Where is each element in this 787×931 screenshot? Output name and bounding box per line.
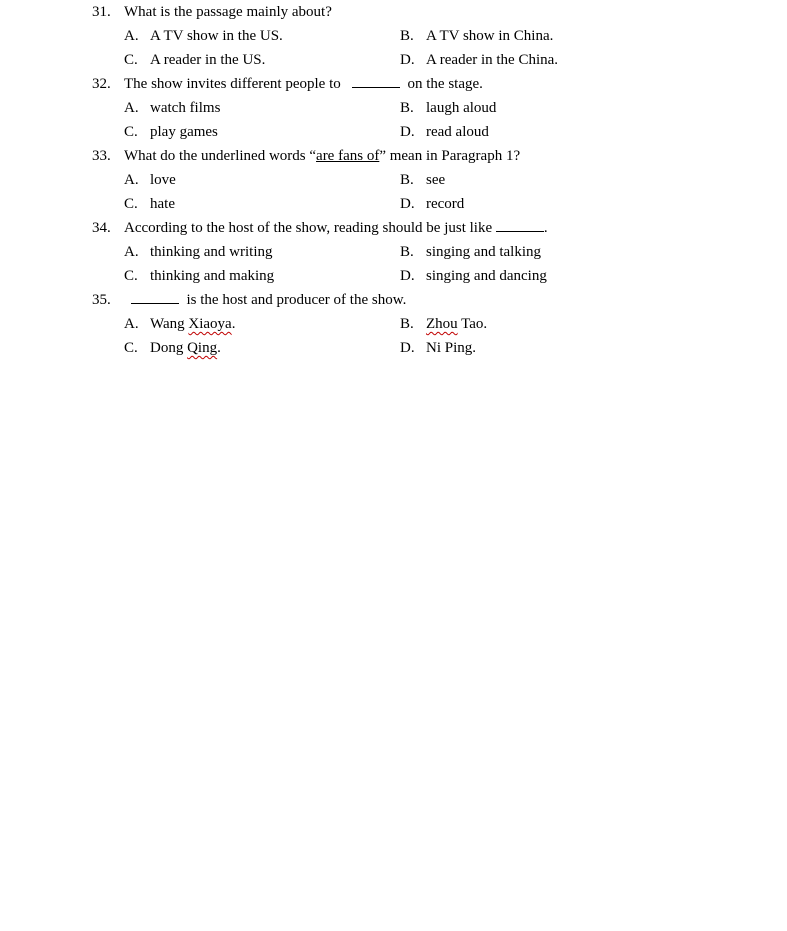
- option-text-before: Wang: [150, 316, 189, 332]
- option-letter: C.: [124, 52, 138, 68]
- option-a: [124, 240, 273, 264]
- option-d: [400, 120, 489, 144]
- spelling-flagged-word: Xiaoya: [188, 316, 232, 332]
- option-letter: D.: [400, 340, 415, 356]
- option-letter: D.: [400, 52, 415, 68]
- option-d: [400, 336, 476, 360]
- underlined-phrase: are fans of: [316, 148, 380, 164]
- option-letter: B.: [400, 316, 414, 332]
- option-a: [124, 168, 176, 192]
- stem-text-before: The show invites different people to: [124, 76, 341, 92]
- question-number: 33.: [92, 148, 111, 164]
- stem-text-after: on the stage.: [407, 76, 483, 92]
- option-a: [124, 96, 220, 120]
- option-text: love: [150, 172, 176, 188]
- option-text-after: .: [217, 340, 221, 356]
- option-letter: B.: [400, 28, 414, 44]
- option-text: A TV show in the US.: [150, 28, 283, 44]
- question-stem: [124, 72, 483, 96]
- option-c: [124, 264, 274, 288]
- option-text-before: Dong: [150, 340, 188, 356]
- option-text: A reader in the US.: [150, 52, 266, 68]
- question-number: 34.: [92, 220, 111, 236]
- option-letter: B.: [400, 172, 414, 188]
- option-letter: C.: [124, 268, 138, 284]
- option-text: record: [426, 196, 465, 212]
- option-text: play games: [150, 124, 218, 140]
- stem-text-after: is the host and producer of the show.: [186, 292, 407, 308]
- stem-text-before: What do the underlined words “: [124, 148, 317, 164]
- option-b: [400, 168, 445, 192]
- answer-blank: [496, 217, 544, 232]
- option-text: laugh aloud: [426, 100, 497, 116]
- question-number: 31.: [92, 4, 111, 20]
- option-text: singing and dancing: [426, 268, 547, 284]
- answer-blank: [352, 73, 400, 88]
- option-a: [124, 312, 235, 336]
- option-d: [400, 48, 558, 72]
- option-b: [400, 240, 541, 264]
- question-number: 32.: [92, 76, 111, 92]
- option-b: [400, 24, 553, 48]
- option-letter: D.: [400, 124, 415, 140]
- option-text: read aloud: [426, 124, 489, 140]
- question-stem: [124, 216, 548, 240]
- option-letter: A.: [124, 244, 139, 260]
- question-stem: [124, 144, 520, 168]
- option-letter: D.: [400, 196, 415, 212]
- question-stem: [131, 288, 406, 312]
- option-text-after: .: [231, 316, 236, 332]
- question-stem: What is the passage mainly about?: [124, 4, 332, 20]
- question-number: 35.: [92, 292, 111, 308]
- option-c: [124, 120, 218, 144]
- option-text-after: Tao.: [457, 316, 488, 332]
- spelling-flagged-word: Qing: [187, 340, 218, 356]
- option-text: singing and talking: [426, 244, 541, 260]
- option-text: hate: [150, 196, 175, 212]
- stem-text-before: According to the host of the show, reading should be just like: [124, 220, 493, 236]
- answer-blank: [131, 289, 179, 304]
- stem-text-after: .: [543, 220, 548, 236]
- option-b: [400, 96, 496, 120]
- option-d: [400, 264, 547, 288]
- option-b: [400, 312, 487, 336]
- option-letter: C.: [124, 196, 138, 212]
- option-c: [124, 336, 221, 360]
- option-letter: A.: [124, 28, 139, 44]
- option-text: A reader in the China.: [426, 52, 559, 68]
- option-a: [124, 24, 283, 48]
- option-c: [124, 192, 175, 216]
- option-text: A TV show in China.: [426, 28, 554, 44]
- option-letter: C.: [124, 124, 138, 140]
- spelling-flagged-word: Zhou: [426, 316, 458, 332]
- option-text-before: Ni Ping.: [426, 340, 477, 356]
- option-text: see: [426, 172, 446, 188]
- option-text: thinking and writing: [150, 244, 273, 260]
- option-d: [400, 192, 464, 216]
- option-text: thinking and making: [150, 268, 275, 284]
- option-letter: D.: [400, 268, 415, 284]
- option-letter: A.: [124, 100, 139, 116]
- option-c: [124, 48, 265, 72]
- option-text: watch films: [150, 100, 221, 116]
- option-letter: B.: [400, 244, 414, 260]
- option-letter: A.: [124, 172, 139, 188]
- option-letter: C.: [124, 340, 138, 356]
- option-letter: A.: [124, 316, 139, 332]
- stem-text-after: ” mean in Paragraph 1?: [379, 148, 521, 164]
- option-letter: B.: [400, 100, 414, 116]
